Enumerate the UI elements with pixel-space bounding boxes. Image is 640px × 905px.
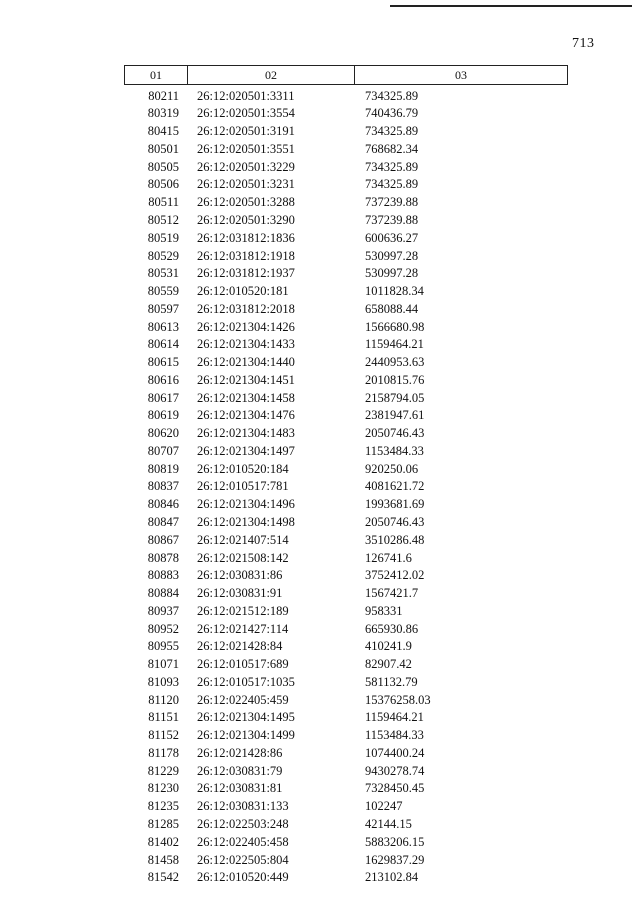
table-cell-col-01: 80884 (147, 586, 179, 601)
table-cell-col-03: 1153484.33 (365, 443, 424, 458)
table-cell-col-01: 81071 (147, 657, 179, 672)
table-cell-col-01: 81230 (147, 781, 179, 796)
table-cell-col-01: 81285 (147, 817, 179, 832)
table-cell-col-02: 26:12:021304:1483 (197, 426, 295, 441)
table-cell-col-01: 80597 (147, 301, 179, 316)
table-cell-col-02: 26:12:020501:3288 (197, 195, 295, 210)
table-row (124, 353, 568, 371)
table-cell-col-02: 26:12:020501:3290 (197, 212, 295, 227)
table-cell-col-01: 81235 (147, 799, 179, 814)
table-cell-col-01: 81093 (147, 674, 179, 689)
table-cell-col-02: 26:12:021304:1426 (197, 319, 295, 334)
table-cell-col-02: 26:12:030831:86 (197, 568, 283, 583)
table-cell-col-03: 734325.89 (365, 159, 419, 174)
table-cell-col-01: 80846 (147, 497, 179, 512)
table-cell-col-02: 26:12:021304:1499 (197, 728, 295, 743)
top-rule (390, 5, 632, 7)
table-cell-col-02: 26:12:031812:1836 (197, 230, 295, 245)
table-cell-col-02: 26:12:021512:189 (197, 603, 289, 618)
table-cell-col-02: 26:12:020501:3191 (197, 124, 295, 139)
table-cell-col-02: 26:12:031812:2018 (197, 301, 295, 316)
table-cell-col-02: 26:12:010517:781 (197, 479, 289, 494)
table-cell-col-02: 26:12:022505:804 (197, 852, 289, 867)
table-cell-col-01: 80867 (147, 532, 179, 547)
table-cell-col-02: 26:12:020501:3229 (197, 159, 295, 174)
table-cell-col-03: 102247 (365, 799, 403, 814)
table-row (124, 211, 568, 229)
table-cell-col-02: 26:12:010517:689 (197, 657, 289, 672)
table-cell-col-02: 26:12:022405:458 (197, 834, 289, 849)
table-cell-col-03: 600636.27 (365, 230, 419, 245)
table-row (124, 833, 568, 851)
table-cell-col-02: 26:12:021427:114 (197, 621, 289, 636)
table-row (124, 478, 568, 496)
table-row (124, 851, 568, 869)
table-cell-col-01: 80878 (147, 550, 179, 565)
table-cell-col-02: 26:12:021304:1496 (197, 497, 295, 512)
table-row (124, 229, 568, 247)
table-cell-col-01: 80505 (147, 159, 179, 174)
table-cell-col-02: 26:12:021508:142 (197, 550, 289, 565)
table-cell-col-03: 1153484.33 (365, 728, 424, 743)
table-cell-col-02: 26:12:010520:184 (197, 461, 289, 476)
table-cell-col-02: 26:12:021407:514 (197, 532, 289, 547)
table-cell-col-03: 82907.42 (365, 657, 412, 672)
table-row (124, 123, 568, 141)
table-cell-col-01: 80529 (147, 248, 179, 263)
table-row (124, 798, 568, 816)
table-row (124, 709, 568, 727)
table-cell-col-02: 26:12:021428:84 (197, 639, 283, 654)
table-cell-col-03: 9430278.74 (365, 763, 425, 778)
table-cell-col-01: 81229 (147, 763, 179, 778)
table-cell-col-02: 26:12:021428:86 (197, 745, 283, 760)
table-cell-col-01: 80819 (147, 461, 179, 476)
table-cell-col-03: 665930.86 (365, 621, 419, 636)
table-cell-col-01: 80847 (147, 515, 179, 529)
table-cell-col-03: 740436.79 (365, 106, 419, 121)
table-cell-col-03: 4081621.72 (365, 479, 425, 494)
table-cell-col-03: 581132.79 (365, 674, 418, 689)
table-cell-col-03: 2381947.61 (365, 408, 425, 423)
table-cell-col-02: 26:12:031812:1918 (197, 248, 295, 263)
table-cell-col-01: 80501 (147, 141, 179, 156)
table-cell-col-01: 81458 (147, 852, 179, 867)
table-cell-col-02: 26:12:010520:181 (197, 284, 289, 299)
table-cell-col-03: 2050746.43 (365, 426, 425, 441)
table-row (124, 282, 568, 300)
table-cell-col-01: 80211 (148, 88, 179, 103)
table-cell-col-03: 213102.84 (365, 870, 419, 885)
table-cell-col-01: 80319 (147, 106, 179, 121)
table-row (124, 140, 568, 158)
table-cell-col-01: 81402 (147, 834, 179, 849)
table-cell-col-02: 26:12:020501:3231 (197, 177, 295, 192)
table-cell-col-03: 530997.28 (365, 248, 419, 263)
table-row (124, 815, 568, 833)
table-cell-col-03: 658088.44 (365, 301, 419, 316)
table-cell-col-03: 734325.89 (365, 177, 419, 192)
table-cell-col-03: 1159464.21 (365, 710, 424, 725)
table-cell-col-01: 81152 (148, 728, 179, 743)
table-cell-col-01: 80415 (147, 124, 179, 139)
table-cell-col-02: 26:12:021304:1433 (197, 337, 295, 352)
table-cell-col-02: 26:12:020501:3551 (197, 141, 295, 156)
table-cell-col-02: 26:12:021304:1458 (197, 390, 295, 405)
table-cell-col-03: 768682.34 (365, 141, 419, 156)
table-cell-col-01: 80531 (147, 266, 179, 281)
table-cell-col-03: 3510286.48 (365, 532, 425, 547)
table-row (124, 336, 568, 354)
table-row (124, 567, 568, 585)
table-cell-col-02: 26:12:021304:1476 (197, 408, 295, 423)
table-cell-col-01: 80707 (147, 443, 179, 458)
table-cell-col-03: 2440953.63 (365, 355, 425, 370)
table-row (124, 762, 568, 780)
table-row (124, 389, 568, 407)
table-cell-col-03: 410241.9 (365, 639, 412, 654)
table-cell-col-03: 7328450.45 (365, 781, 425, 796)
table-row (124, 638, 568, 656)
table-cell-col-03: 1011828.34 (365, 284, 424, 299)
table-cell-col-01: 80512 (147, 212, 179, 227)
table-cell-col-01: 80619 (147, 408, 179, 423)
table-cell-col-03: 1159464.21 (365, 337, 424, 352)
table-cell-col-01: 80614 (147, 337, 179, 352)
table-cell-col-03: 15376258.03 (365, 692, 431, 707)
table-row (124, 247, 568, 265)
table-row (124, 371, 568, 389)
table-cell-col-01: 80617 (147, 390, 179, 405)
table-cell-col-03: 920250.06 (365, 461, 419, 476)
table-cell-col-02: 26:12:021304:1451 (197, 372, 295, 387)
table-row (124, 744, 568, 762)
table-cell-col-03: 734325.89 (365, 124, 419, 139)
table-row (124, 176, 568, 194)
table-cell-col-02: 26:12:022405:459 (197, 692, 289, 707)
header-col-01: 01 (125, 66, 188, 84)
table-cell-col-03: 5883206.15 (365, 834, 425, 849)
header-col-03: 03 (455, 67, 467, 82)
table-cell-col-01: 81120 (148, 692, 179, 707)
table-row (124, 602, 568, 620)
table-row (124, 265, 568, 283)
table-cell-col-01: 80511 (148, 195, 179, 210)
table-cell-col-01: 80613 (147, 319, 179, 334)
table-cell-col-02: 26:12:030831:81 (197, 781, 283, 796)
table-body (124, 87, 568, 886)
table-row (124, 620, 568, 638)
page-number: 713 (572, 36, 595, 51)
table-cell-col-03: 1566680.98 (365, 319, 425, 334)
table-cell-col-01: 80955 (147, 639, 179, 654)
table-row (124, 158, 568, 176)
table-cell-col-03: 1074400.24 (365, 745, 425, 760)
table-cell-col-01: 81542 (147, 870, 179, 885)
table-row (124, 513, 568, 531)
table-row (124, 407, 568, 425)
table-cell-col-03: 1993681.69 (365, 497, 425, 512)
table-row (124, 460, 568, 478)
table-cell-col-02: 26:12:030831:79 (197, 763, 283, 778)
table-cell-col-01: 81178 (148, 745, 179, 760)
table-cell-col-02: 26:12:030831:91 (197, 586, 283, 601)
table-row (124, 425, 568, 443)
table-cell-col-03: 737239.88 (365, 195, 419, 210)
table-row (124, 673, 568, 691)
table-row (124, 442, 568, 460)
table-cell-col-01: 80883 (147, 568, 179, 583)
table-row (124, 727, 568, 745)
table-cell-col-01: 81151 (148, 710, 179, 725)
table-cell-col-02: 26:12:021304:1497 (197, 443, 295, 458)
table-cell-col-02: 26:12:022503:248 (197, 817, 289, 832)
table-cell-col-03: 126741.6 (365, 550, 412, 565)
table-cell-col-02: 26:12:010517:1035 (197, 674, 295, 689)
table-cell-col-01: 80519 (147, 230, 179, 245)
table-cell-col-01: 80615 (147, 355, 179, 370)
table-row (124, 531, 568, 549)
table-cell-col-03: 42144.15 (365, 817, 412, 832)
table-cell-col-01: 80616 (147, 372, 179, 387)
table-cell-col-01: 80620 (147, 426, 179, 441)
table-cell-col-03: 737239.88 (365, 212, 419, 227)
table-row (124, 869, 568, 887)
table-cell-col-02: 26:12:010520:449 (197, 870, 289, 885)
table-header (124, 65, 568, 85)
table-cell-col-01: 80506 (147, 177, 179, 192)
table-row (124, 318, 568, 336)
table-row (124, 194, 568, 212)
table-cell-col-03: 958331 (365, 603, 403, 618)
table-row (124, 584, 568, 602)
table-cell-col-02: 26:12:021304:1498 (197, 515, 295, 529)
table-row (124, 300, 568, 318)
table-cell-col-01: 80837 (147, 479, 179, 494)
table-row (124, 87, 568, 105)
table-cell-col-03: 1567421.7 (365, 586, 419, 601)
table-row (124, 780, 568, 798)
table-cell-col-01: 80937 (147, 603, 179, 618)
table-cell-col-02: 26:12:020501:3554 (197, 106, 295, 121)
table-cell-col-01: 80559 (147, 284, 179, 299)
table-row (124, 656, 568, 674)
table-cell-col-02: 26:12:021304:1495 (197, 710, 295, 725)
header-col-02: 02 (188, 66, 355, 84)
table-cell-col-03: 3752412.02 (365, 568, 425, 583)
table-row (124, 691, 568, 709)
table-cell-col-03: 2050746.43 (365, 515, 425, 529)
table-cell-col-02: 26:12:030831:133 (197, 799, 289, 814)
table-cell-col-03: 2158794.05 (365, 390, 425, 405)
table-cell-col-01: 80952 (147, 621, 179, 636)
table-cell-col-02: 26:12:021304:1440 (197, 355, 295, 370)
table-cell-col-03: 1629837.29 (365, 852, 425, 867)
table-cell-col-02: 26:12:020501:3311 (197, 88, 295, 103)
table-cell-col-03: 2010815.76 (365, 372, 425, 387)
table-cell-col-03: 530997.28 (365, 266, 419, 281)
table-row (124, 105, 568, 123)
table-cell-col-03: 734325.89 (365, 88, 419, 103)
table-cell-col-02: 26:12:031812:1937 (197, 266, 295, 281)
table-row (124, 496, 568, 514)
table-row (124, 549, 568, 567)
